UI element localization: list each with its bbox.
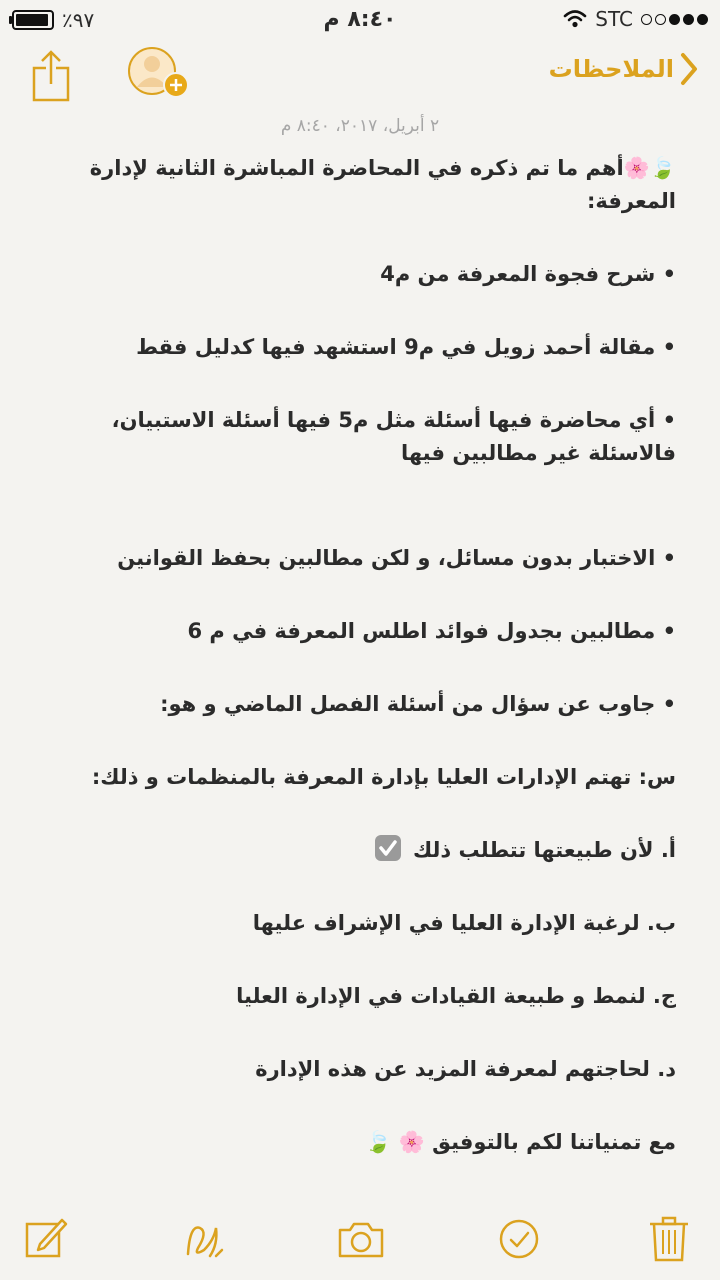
- note-date: ٢ أبريل، ٢٠١٧، ٨:٤٠ م: [280, 116, 440, 136]
- status-time: ٨:٤٠ م: [323, 7, 397, 32]
- list-item: • مطالبين بجدول فوائد اطلس المعرفة في م 6: [187, 619, 676, 643]
- note-title: 🍃🌸أهم ما تم ذكره في المحاضرة المباشرة الثانية لإدارة المعرفة:: [89, 156, 676, 213]
- list-item: • الاختبار بدون مسائل، و لكن مطالبين بحفظ القوانين: [117, 546, 676, 570]
- battery-percent: ٪٩٧: [62, 8, 95, 32]
- bottom-toolbar: [0, 1200, 720, 1280]
- checkmark-icon: [374, 834, 402, 862]
- navigation-bar: [0, 40, 720, 110]
- option-a: أ. لأن طبيعتها تتطلب ذلك: [48, 834, 676, 867]
- back-label: الملاحظات: [548, 55, 674, 83]
- network-indicator: [563, 7, 708, 31]
- closing-text: مع تمنياتنا لكم بالتوفيق 🌸 🍃: [365, 1130, 676, 1154]
- option-b: ب. لرغبة الإدارة العليا في الإشراف عليها: [252, 911, 676, 935]
- list-item: • شرح فجوة المعرفة من م4: [380, 262, 676, 286]
- trash-icon[interactable]: [644, 1214, 694, 1264]
- carrier-name: STC: [595, 7, 633, 31]
- share-icon[interactable]: [26, 48, 76, 104]
- checklist-icon[interactable]: [494, 1214, 544, 1264]
- wifi-icon: [563, 10, 587, 28]
- chevron-back-icon: [680, 52, 698, 86]
- camera-icon[interactable]: [336, 1214, 386, 1264]
- status-bar: [0, 0, 720, 40]
- signal-strength-icon: [641, 14, 708, 25]
- list-item: • مقالة أحمد زويل في م9 استشهد فيها كدليل فقط: [136, 335, 676, 359]
- option-c: ج. لنمط و طبيعة القيادات في الإدارة العليا: [236, 984, 676, 1008]
- question-text: س: تهتم الإدارات العليا بإدارة المعرفة بالمنظمات و ذلك:: [91, 765, 676, 789]
- list-item: • جاوب عن سؤال من أسئلة الفصل الماضي و هو:: [160, 692, 676, 716]
- add-person-icon[interactable]: [126, 44, 192, 104]
- option-d: د. لحاجتهم لمعرفة المزيد عن هذه الإدارة: [255, 1057, 676, 1081]
- list-item: • أي محاضرة فيها أسئلة مثل م5 فيها أسئلة الاستبيان، فالاسئلة غير مطالبين فيها: [111, 408, 676, 465]
- leaf-emoji: 🍃: [649, 156, 676, 180]
- compose-icon[interactable]: [22, 1214, 72, 1264]
- closing-emoji: 🌸 🍃: [365, 1130, 425, 1154]
- sketch-icon[interactable]: [180, 1214, 230, 1264]
- note-body[interactable]: [48, 152, 676, 1159]
- flower-emoji: 🌸: [623, 156, 650, 180]
- back-to-notes-button[interactable]: [549, 52, 698, 86]
